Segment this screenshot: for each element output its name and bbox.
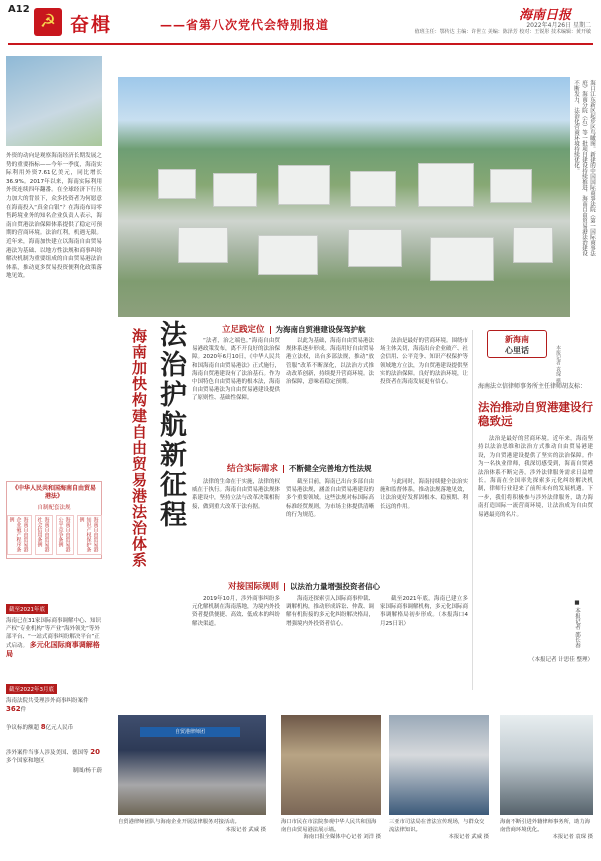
article-paragraph: 截至目前，海南已出台多部自由贸易港法规，涵盖自由贸易港建设的多个重要领域。这些法规对标国际高标准经贸规则，为市场主体提供清晰的行为规范。: [286, 479, 375, 518]
graphic-credit: 制图/杨千蔚: [72, 768, 102, 774]
byline: ■ 本报记者 邵长春: [574, 600, 580, 648]
header-divider: [8, 43, 593, 45]
photo-law-firm: [500, 715, 593, 815]
intro-text: 外资的动向是观察海南经济长期发展之势的重要指标——今年一季度，海南实际利用外资7.61亿美元，同比增长36.9%。2017年以来，海南实际利用外资连续四年翻番。在全球经济下行压力加大的背景下，众多投资者为何愿意在海南投入“真金白银”？在海南布局零售跨境业务的知名企业负责人表示，海南自贸港法治保障体系提供了稳定可预期的营商环境。法治红利，机遇无限。近年来，海南加快建立以海南自由贸易港法为基础、以地方性法规和商事纠纷解决机制为重要组成的自由贸易港法治体系，推动更多贸易投资便利化政策落地见效。: [6, 153, 102, 280]
commentary-title: 法治推动自贸港建设行稳致远: [478, 400, 593, 428]
article-paragraph: “法者，治之端也。”海南自由贸易港政策发布，离不开良好的法治保障。2020年6月10日，《中华人民共和国海南自由贸易港法》正式施行，海南自贸港建设有了法治基石。作为中国特色自由贸易港的根本法，海南自由贸易港法为自由贸易港建设提供了原则性、基础性保障。: [192, 338, 281, 402]
headline-block: [104, 320, 190, 580]
stat-block-mediation: [6, 596, 102, 659]
photo-caption: 三亚市司法局在普法宣传现场，与群众交流法律知识。 本报记者 武威 摄: [389, 819, 489, 841]
section-band-title: 奋楫: [70, 14, 113, 36]
sub-headline: 海南加快构建自由贸易港法治体系: [130, 328, 148, 568]
stat-text: 争议标的额超 8亿元人民币: [6, 723, 74, 731]
photo-lawyer-event: [118, 715, 266, 815]
stat-block-amount: [6, 721, 102, 732]
stat-text: 海南已在31家国际商事调解中心、知识产权“专业机构”等产业“海外领先”等外部平台、“一站式商事纠纷解决平台”正式启动。 多元化国际商事调解格局: [6, 618, 101, 658]
page-header: [0, 0, 601, 46]
photo-law-promotion: [389, 715, 489, 815]
article-paragraph: 海南还探索引入国际商事仲裁、调解机构，推动形成诉讼、仲裁、调解有机衔接的多元化纠纷解决格局，增强境内外投资者信心。: [286, 596, 375, 627]
main-headline: 法治护航新征程: [155, 320, 186, 530]
commentary-body: 法治是最好的营商环境。近年来，海南坚持以法治思维和法治方式推动自由贸易港建设，为自贸港建设提供了坚实的法治保障。作为一名执业律师，我深切感受到，海南自贸港法治体系不断完善，涉外法律服务需求日益增长。海南在全国率先探索多元化纠纷解决机制，律师行业迎来了前所未有的发展机遇。下一步，我们将积极参与涉外法律服务，助力海南打造国际一流营商环境，让法治成为自由贸易港最亮的名片。: [478, 436, 593, 518]
article-paragraph: 法治是最好的营商环境。围绕市场主体关切，海南出台企业破产、社会信用、公平竞争、知识产权保护等领域地方立法，为自贸港建设提供坚实的法治保障。良好的法治环境，让投资者在海南发展更有信心。: [380, 338, 469, 386]
photo-caption: 海南不断引进外籍律师事务所，助力海南营商环境优化。 本报记者 袁琛 摄: [500, 819, 593, 841]
section-body: [192, 337, 468, 403]
party-emblem-icon: ☭: [34, 8, 62, 36]
left-photo: [6, 56, 102, 146]
aerial-photo-jiangdong: [118, 77, 570, 317]
framework-item: 海南自由贸易港知识产权保护条例: [77, 515, 102, 555]
photo-credit: 本报记者 袁琛 摄: [555, 345, 561, 384]
article-paragraph: 法律的生命在于实施，法律的权威在于执行。海南自由贸易港法规体系建设中，坚持立法与改革决策相衔接，做到重大改革于法有据。: [192, 479, 281, 510]
section-heading: 立足践定位 为海南自贸港建设保驾护航: [222, 325, 366, 335]
stat-block-cases: [6, 676, 102, 714]
photo-caption: 自贸港律师团队与海南企业开展法律服务对接活动。 本报记者 武威 摄: [118, 819, 266, 833]
stat-text: 海南法院共受理涉外商事纠纷案件 362件: [6, 698, 89, 713]
section-heading: 结合实际需求 不断健全完善地方性法规: [227, 464, 372, 474]
stat-highlight: 20: [90, 748, 101, 756]
photo-court-visit: [281, 715, 381, 815]
editor-credits: 值班主任：鄂传达 主编：许世立 美编：陈泽芳 校对：王锐彤 技术编辑：黄开敏: [414, 29, 591, 35]
stat-tag: 截至2022年3月底: [6, 684, 57, 694]
bottom-photo-strip: [118, 715, 593, 855]
framework-item: 海南自由贸易港公平竞争条例: [56, 515, 74, 555]
section-heading: 对接国际规则 以法治力量增强投资者信心: [228, 582, 381, 592]
framework-subtitle: 自制配套法规: [37, 505, 71, 511]
framework-item: 海南自由贸易港企业破产程序条例: [7, 515, 32, 555]
section-body: [192, 595, 468, 628]
event-banner: 自贸港律师团: [140, 727, 240, 737]
photo-caption: 海口市民在市法院参观中华人民共和国海南自由贸易港法展示墙。 海南日报全媒体中心记者 刘洋 摄: [281, 819, 381, 841]
framework-item: 海南自由贸易港社会信用条例: [35, 515, 53, 555]
article-paragraph: 截至2021年底，海南已建立多家国际商事调解机构，多元化国际商事调解格局初步形成。（本报海口4月25日讯）: [380, 596, 469, 627]
legal-framework-box: [6, 481, 102, 559]
framework-list: [10, 515, 98, 555]
column-logo: 新海南 心里话: [487, 330, 547, 358]
framework-title: 《中华人民共和国海南自由贸易港法》: [11, 485, 96, 500]
page-number: A12: [8, 4, 30, 15]
stat-block-countries: [6, 746, 102, 775]
commentary-signature: （本报记者 计思佳 整理）: [529, 657, 593, 663]
photo-caption: 海口江东新区起步区鸟瞰图。新建的中国国际商事法院（第一国际商事法庭）海南分院（右）等一批项目建设持续推进，海南自由贸易港法治建设不断发力，法治化营商环境持续优化。: [573, 80, 595, 256]
section-body: [192, 478, 468, 519]
stat-highlight: 362: [6, 705, 21, 713]
newspaper-logo: 海南日报: [518, 8, 571, 23]
article-paragraph: 与此同时，海南持续健全法治实施和监督体系，推动法规落地见效，让法治更好发挥固根本、稳预期、利长远的作用。: [380, 479, 469, 510]
commentary-kicker: 海南法立信律师事务所主任律师胡友标：: [478, 383, 587, 390]
article-paragraph: 2019年10月，涉外商事纠纷多元化解机制在海南落地，为境内外投资者提供便捷、高效、低成本的纠纷解决渠道。: [192, 596, 281, 627]
issue-date: 2022年4月26日 星期二: [526, 22, 591, 29]
stat-text: 涉外案件当事人涉及美国、德国等 20多个国家和地区: [6, 748, 101, 764]
article-paragraph: 以此为基础，海南自由贸易港法规体系逐步形成。海南用好自由贸易港立法权，出台多部法规，推动“放管服”改革不断深化，以法治方式推动改革创新，持续提升营商环境。法治保障，意味着稳定预期。: [286, 338, 375, 386]
stat-highlight: 8: [40, 723, 46, 731]
column-divider: [472, 330, 473, 690]
section-band-subtitle: ——省第八次党代会特别报道: [160, 18, 330, 32]
stat-highlight: 多元化国际商事调解格局: [6, 641, 100, 658]
stat-tag: 截至2021年底: [6, 604, 48, 614]
left-column: [6, 56, 102, 856]
